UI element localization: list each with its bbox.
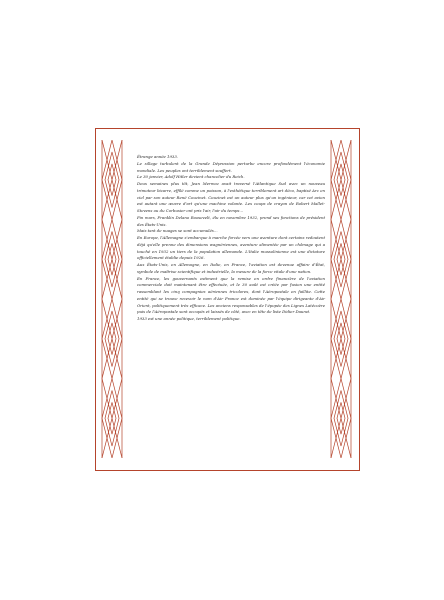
- ornament-line: [331, 259, 351, 299]
- paragraph-1: Étrange année 1933.: [137, 154, 179, 159]
- ornament-line: [102, 180, 122, 220]
- paragraph-7: En Europe, l'Allemagne s'embarque à marche forcée vers une aventure dont certains redoutent déjà qu'elle prenne des dimensions wagnériennes, aventure alimentée par un chômage qui a touché en 1932 un tiers de la population allemande. L'Italie mussolinienne est une dictature officiellement établie depuis 1926.: [137, 235, 325, 261]
- ornament-line: [102, 379, 122, 419]
- left-ornament-border: [101, 140, 123, 458]
- ornament-line: [102, 220, 122, 260]
- ornament-line: [102, 140, 122, 180]
- ornament-line: [331, 339, 351, 379]
- ornament-line: [331, 379, 351, 419]
- paragraph-6: Mais tant de nuages se sont accumulés…: [137, 228, 218, 234]
- ornament-line: [331, 418, 351, 458]
- body-text: [137, 154, 325, 323]
- paragraph-10: 1933 est une année politique, terriblement politique.: [137, 316, 241, 321]
- paragraph-2: Le sillage turbulent de la Grande Dépression perturbe encore profondément l'économie mondiale. Les peuples ont terriblement souffert.: [137, 160, 325, 173]
- paragraph-4: Deux semaines plus tôt, Jean Mermoz avait traversé l'Atlantique Sud avec un nouveau trimoteur bizarre, effilé comme un poisson, à l'esthétique terriblement art déco, baptisé Arc en ciel par son auteur René Couzinet. Couzinet est un auteur plus qu'un ingénieur, car cet avion est autant une œuvre d'art qu'une machine volante. Les coups de crayon de Robert Mallet-Stevens ou du Corbusier ont pris l'air, l'air du temps…: [137, 181, 325, 213]
- ornament-line: [102, 299, 122, 339]
- right-ornament-border: [330, 140, 352, 458]
- paragraph-9: En France, les gouvernants estiment que la remise en ordre financière de l'aviation commerciale doit maintenant être effectuée, et le 30 août est créée par fusion une entité rassemblant les cinq compagnies aériennes tricolores, dont l'Aéropostale en faillite. Cette entité qui se trouve recevoir le nom d'Air France est dominée par l'équipe dirigeante d'Air Orient, politiquement très efficace. Les anciens responsables de l'épopée des Lignes Latécoère puis de l'Aéropostale sont occupés et laissés de côté, avec en tête de liste Didier Daurat.: [137, 275, 325, 315]
- paragraph-3: Le 30 janvier, Adolf Hitler devient chancelier du Reich.: [137, 174, 245, 180]
- ornament-line: [331, 180, 351, 220]
- ornament-line: [102, 418, 122, 458]
- ornament-line: [102, 339, 122, 379]
- ornament-line: [331, 140, 351, 180]
- ornament-line: [102, 259, 122, 299]
- paragraph-5: Fin mars, Franklin Delano Roosevelt, élu en novembre 1932, prend ses fonctions de président des États-Unis.: [137, 214, 325, 227]
- ornament-line: [331, 220, 351, 260]
- paragraph-8: Aux États-Unis, en Allemagne, en Italie, en France, l'aviation est devenue affaire d'État, symbole de maîtrise scientifique et industrielle, la mesure de la force vitale d'une nation.: [137, 262, 325, 274]
- ornament-line: [331, 299, 351, 339]
